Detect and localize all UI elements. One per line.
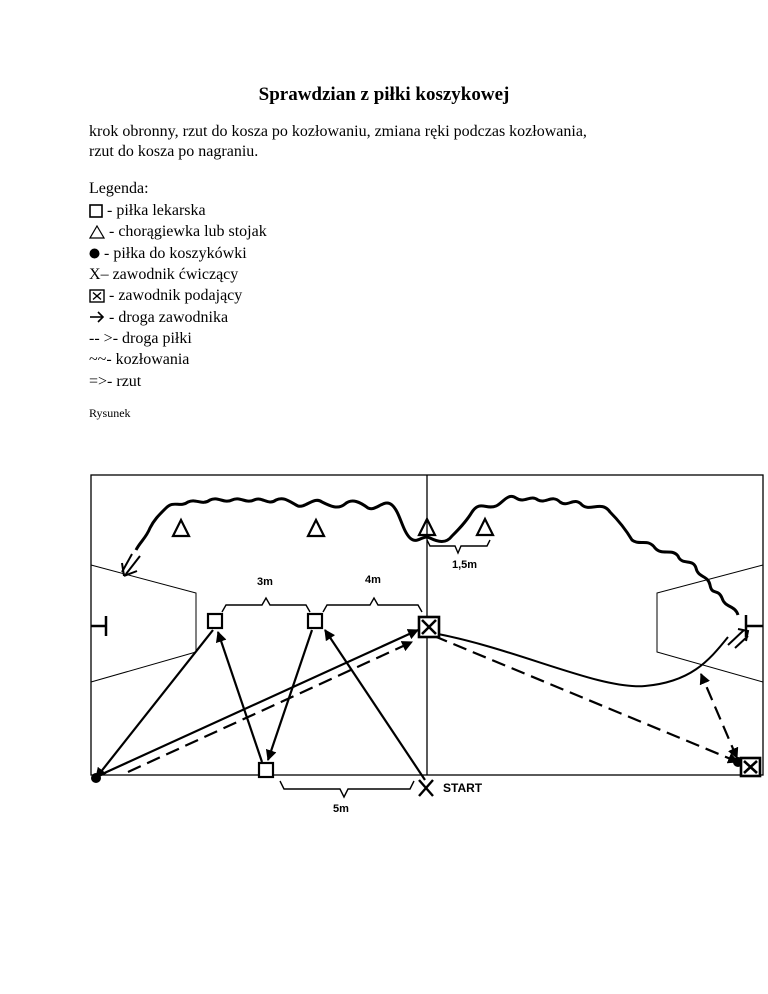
- start-label: START: [443, 781, 483, 795]
- dribble-arrowhead: [122, 554, 140, 576]
- medicine-ball-square: [308, 614, 322, 628]
- legend-text: - zawodnik podający: [109, 287, 243, 305]
- dashed-arrow-icon: -- >: [89, 329, 113, 347]
- legend-text: - chorągiewka lub stojak: [109, 223, 267, 241]
- flag-triangle: [308, 520, 324, 536]
- legend-text: - piłka do koszykówki: [104, 244, 247, 262]
- legend-text: – zawodnik ćwiczący: [100, 266, 239, 284]
- bracket-4m: [323, 598, 422, 612]
- dribble-path-top: [136, 496, 738, 615]
- player-paths: [96, 630, 425, 780]
- bracket-3m: [222, 598, 310, 612]
- legend-title: Legenda:: [89, 180, 149, 197]
- flag-triangle: [173, 520, 189, 536]
- legend-text: - rzut: [107, 372, 142, 390]
- passer-boxed-x: [419, 617, 439, 637]
- label-3m: 3m: [257, 576, 273, 588]
- player-x-start: [419, 780, 433, 796]
- page-title: Sprawdzian z piłki koszykowej: [258, 84, 510, 105]
- double-arrow-icon: =>: [89, 372, 108, 390]
- medicine-ball-square: [208, 614, 222, 628]
- figure-label: Rysunek: [89, 406, 131, 420]
- label-1-5m: 1,5m: [452, 559, 478, 571]
- right-basket: [746, 615, 763, 637]
- x-letter-icon: X: [89, 266, 101, 284]
- legend-text: - piłka lekarska: [107, 202, 206, 220]
- ball-paths: [128, 636, 738, 772]
- medicine-ball-square: [259, 763, 273, 777]
- passer-boxed-x: [741, 758, 760, 776]
- tilde-icon: ~~: [89, 351, 107, 369]
- legend-text: - droga piłki: [112, 329, 192, 347]
- label-5m: 5m: [333, 803, 349, 815]
- basketball-dot: [91, 773, 101, 783]
- left-basket: [91, 616, 106, 636]
- intro-line: krok obronny, rzut do kosza po kozłowaniu, zmiana ręki podczas kozłowania,: [89, 123, 587, 140]
- intro-line: rzut do kosza po nagraniu.: [89, 143, 259, 160]
- bracket-5m: [280, 781, 414, 797]
- flag-triangle: [477, 519, 493, 535]
- label-4m: 4m: [365, 574, 381, 586]
- legend-text: - droga zawodnika: [109, 308, 229, 326]
- legend-text: - kozłowania: [106, 351, 190, 369]
